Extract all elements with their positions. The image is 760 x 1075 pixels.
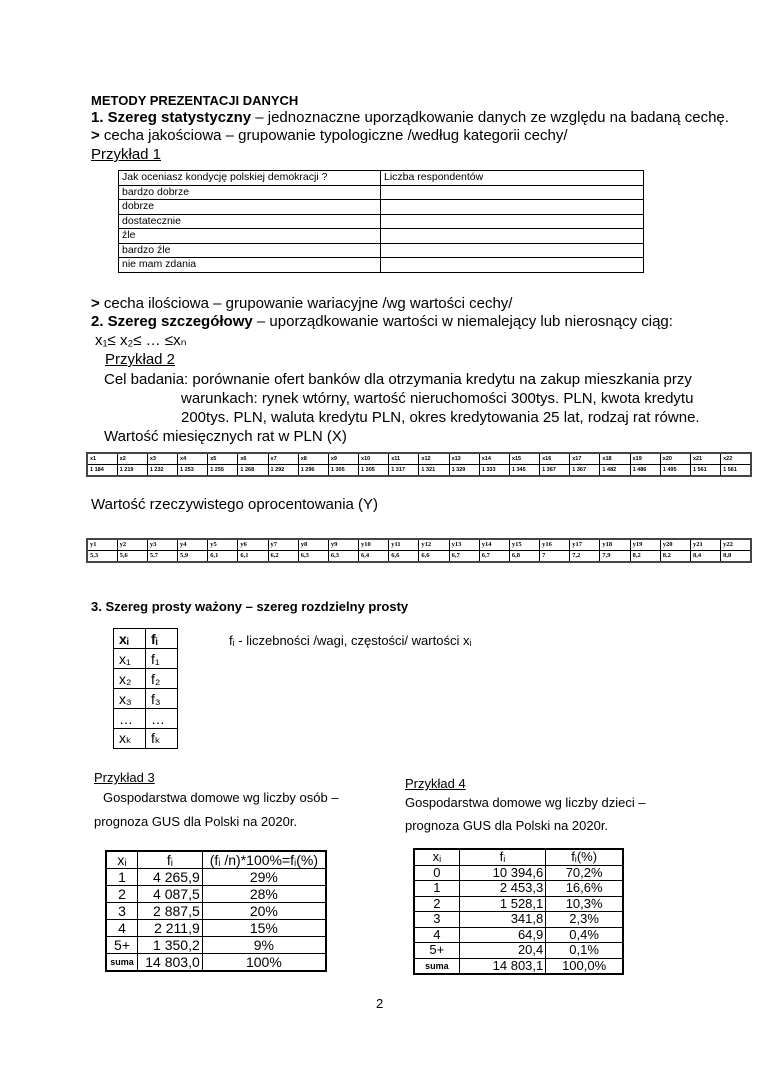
table-header: y9 <box>328 539 358 551</box>
value-cell: 6,3 <box>298 551 328 563</box>
value-cell: 3 <box>414 912 459 928</box>
table-header: x21 <box>690 453 720 465</box>
section-2-line <box>91 313 673 331</box>
table-row <box>414 943 623 959</box>
value-cell: 1 561 <box>721 465 751 477</box>
value-cell: suma <box>106 954 138 972</box>
section-1-line <box>91 109 729 127</box>
bullet-mark: > <box>91 127 100 144</box>
table-header: y5 <box>208 539 238 551</box>
count-cell: 14 803,0 <box>138 954 203 972</box>
value-cell: 6,1 <box>208 551 238 563</box>
value-cell: 1 333 <box>479 465 509 477</box>
table-row <box>119 258 644 273</box>
quantitative-line <box>91 295 512 313</box>
table-header: xᵢ <box>414 849 459 865</box>
table-header: y7 <box>268 539 298 551</box>
table-row <box>106 920 326 937</box>
section-3-table <box>113 628 178 749</box>
frequency-cell: fₖ <box>146 729 178 749</box>
value-cell: 1 367 <box>540 465 570 477</box>
count-cell: 64,9 <box>459 927 546 943</box>
category-cell: nie mam zdania <box>119 258 381 273</box>
table-header: y13 <box>449 539 479 551</box>
table-row <box>106 937 326 954</box>
table-row <box>106 851 326 869</box>
count-cell: 14 803,1 <box>459 958 546 974</box>
table-header: y10 <box>359 539 389 551</box>
table-header: x13 <box>449 453 479 465</box>
count-cell <box>381 229 644 244</box>
table-row <box>114 729 178 749</box>
section-2-formula: x₁≤ x₂≤ … ≤xₙ <box>95 332 187 349</box>
value-cell: 0 <box>414 865 459 881</box>
table-header: Liczba respondentów <box>381 171 644 186</box>
table-row <box>114 689 178 709</box>
example-3-line: prognoza GUS dla Polski na 2020r. <box>94 814 298 829</box>
table-header: y20 <box>660 539 690 551</box>
value-cell: 5,9 <box>178 551 208 563</box>
percent-cell: 2,3% <box>546 912 623 928</box>
page-title: METODY PREZENTACJI DANYCH <box>91 93 299 108</box>
table-header: y8 <box>298 539 328 551</box>
value-cell: 1 367 <box>570 465 600 477</box>
table-row <box>119 171 644 186</box>
table-header: y21 <box>690 539 720 551</box>
value-cell: 6,8 <box>509 551 539 563</box>
table-header: x3 <box>147 453 177 465</box>
value-cell: 1 486 <box>630 465 660 477</box>
value-cell: 5+ <box>414 943 459 959</box>
count-cell <box>381 200 644 215</box>
table-header: y19 <box>630 539 660 551</box>
table-row <box>87 539 751 551</box>
section-2-text: – uporządkowanie wartości w niemalejący lub nierosnący ciąg: <box>252 313 673 330</box>
count-cell <box>381 258 644 273</box>
value-cell: xₖ <box>114 729 146 749</box>
example-1-table <box>118 170 644 273</box>
section-3-description: fᵢ - liczebności /wagi, częstości/ wartości xᵢ <box>229 633 472 648</box>
value-cell: 1 184 <box>87 465 117 477</box>
table-header: x7 <box>268 453 298 465</box>
value-cell: 1 296 <box>298 465 328 477</box>
table-header: x1 <box>87 453 117 465</box>
value-cell: 1 345 <box>509 465 539 477</box>
value-cell: suma <box>414 958 459 974</box>
value-cell: xᵢ <box>114 629 146 649</box>
value-cell: 1 219 <box>117 465 147 477</box>
value-cell: 5+ <box>106 937 138 954</box>
value-cell: 6,7 <box>479 551 509 563</box>
percent-cell: 9% <box>202 937 326 954</box>
table-row <box>119 214 644 229</box>
value-cell: 1 268 <box>238 465 268 477</box>
value-cell: 6,2 <box>268 551 298 563</box>
table-row <box>114 629 178 649</box>
table-row <box>114 649 178 669</box>
qualitative-line <box>91 127 568 145</box>
table-header: fᵢ <box>138 851 203 869</box>
percent-cell: 100,0% <box>546 958 623 974</box>
value-cell: 6,3 <box>328 551 358 563</box>
y-values-table <box>86 538 752 563</box>
count-cell: 10 394,6 <box>459 865 546 881</box>
table-row <box>414 896 623 912</box>
table-row <box>119 243 644 258</box>
table-header: Jak oceniasz kondycję polskiej demokracji ? <box>119 171 381 186</box>
example-3-line: Gospodarstwa domowe wg liczby osób – <box>103 790 339 805</box>
qualitative-text: cecha jakościowa – grupowanie typologiczne /według kategorii cechy/ <box>99 127 568 144</box>
count-cell: 341,8 <box>459 912 546 928</box>
table-header: x5 <box>208 453 238 465</box>
x-values-table <box>86 452 752 477</box>
count-cell: 2 887,5 <box>138 903 203 920</box>
table-row <box>106 869 326 886</box>
table-header: y17 <box>570 539 600 551</box>
y-caption: Wartość rzeczywistego oprocentowania (Y) <box>91 496 379 513</box>
value-cell: 6,6 <box>419 551 449 563</box>
table-header: fᵢ <box>459 849 546 865</box>
value-cell: 2 <box>106 886 138 903</box>
table-header: y6 <box>238 539 268 551</box>
category-cell: źle <box>119 229 381 244</box>
count-cell <box>381 214 644 229</box>
table-row <box>114 669 178 689</box>
table-row <box>414 927 623 943</box>
table-header: x10 <box>359 453 389 465</box>
count-cell: 20,4 <box>459 943 546 959</box>
table-row <box>414 958 623 974</box>
count-cell: 1 528,1 <box>459 896 546 912</box>
table-header: x14 <box>479 453 509 465</box>
percent-cell: 70,2% <box>546 865 623 881</box>
percent-cell: 29% <box>202 869 326 886</box>
value-cell: 7,2 <box>570 551 600 563</box>
value-cell: 8,2 <box>660 551 690 563</box>
value-cell: x₂ <box>114 669 146 689</box>
table-header: x18 <box>600 453 630 465</box>
table-header: y18 <box>600 539 630 551</box>
value-cell: 1 495 <box>660 465 690 477</box>
value-cell: 6,4 <box>359 551 389 563</box>
table-header: x22 <box>721 453 751 465</box>
value-cell: 1 561 <box>690 465 720 477</box>
section-3-heading: 3. Szereg prosty ważony – szereg rozdzielny prosty <box>91 599 409 614</box>
table-header: x6 <box>238 453 268 465</box>
percent-cell: 15% <box>202 920 326 937</box>
example-3-label: Przykład 3 <box>94 770 155 785</box>
frequency-cell: f₁ <box>146 649 178 669</box>
table-row <box>87 453 751 465</box>
value-cell: 1 482 <box>600 465 630 477</box>
section-2-heading: 2. Szereg szczegółowy <box>91 313 253 330</box>
frequency-cell: … <box>146 709 178 729</box>
value-cell: 6,6 <box>389 551 419 563</box>
table-row <box>106 903 326 920</box>
percent-cell: 100% <box>202 954 326 972</box>
table-header: y12 <box>419 539 449 551</box>
table-header: x9 <box>328 453 358 465</box>
table-row <box>106 886 326 903</box>
value-cell: 7 <box>540 551 570 563</box>
table-header: x11 <box>389 453 419 465</box>
count-cell: 2 211,9 <box>138 920 203 937</box>
value-cell: 8,4 <box>690 551 720 563</box>
count-cell: 4 087,5 <box>138 886 203 903</box>
value-cell: 5,6 <box>117 551 147 563</box>
category-cell: bardzo źle <box>119 243 381 258</box>
count-cell: 2 453,3 <box>459 881 546 897</box>
table-header: y14 <box>479 539 509 551</box>
table-header: x20 <box>660 453 690 465</box>
x-caption: Wartość miesięcznych rat w PLN (X) <box>104 428 347 445</box>
value-cell: 2 <box>414 896 459 912</box>
table-row <box>414 849 623 865</box>
section-1-heading: 1. Szereg statystyczny <box>91 109 252 126</box>
value-cell: 8,2 <box>630 551 660 563</box>
value-cell: 1 329 <box>449 465 479 477</box>
count-cell: 1 350,2 <box>138 937 203 954</box>
percent-cell: 28% <box>202 886 326 903</box>
table-header: x16 <box>540 453 570 465</box>
table-header: (fᵢ /n)*100%=fᵢ(%) <box>202 851 326 869</box>
table-header: x17 <box>570 453 600 465</box>
table-header: y15 <box>509 539 539 551</box>
value-cell: x₁ <box>114 649 146 669</box>
table-header: x19 <box>630 453 660 465</box>
bullet-mark: > <box>91 295 100 312</box>
frequency-cell: f₂ <box>146 669 178 689</box>
value-cell: 1 253 <box>178 465 208 477</box>
example-4-label: Przykład 4 <box>405 776 466 791</box>
example-2-goal-line: Cel badania: porównanie ofert banków dla otrzymania kredytu na zakup mieszkania przy <box>104 371 692 388</box>
value-cell: x₃ <box>114 689 146 709</box>
table-header: x2 <box>117 453 147 465</box>
table-row <box>414 865 623 881</box>
table-header: y3 <box>147 539 177 551</box>
percent-cell: 10,3% <box>546 896 623 912</box>
value-cell: 8,8 <box>721 551 751 563</box>
percent-cell: 20% <box>202 903 326 920</box>
table-row <box>119 200 644 215</box>
value-cell: 5,7 <box>147 551 177 563</box>
table-header: x8 <box>298 453 328 465</box>
value-cell: 1 305 <box>359 465 389 477</box>
example-4-table <box>413 848 624 975</box>
value-cell: 1 <box>106 869 138 886</box>
value-cell: 1 317 <box>389 465 419 477</box>
quantitative-text: cecha ilościowa – grupowanie wariacyjne /wg wartości cechy/ <box>99 295 513 312</box>
percent-cell: 16,6% <box>546 881 623 897</box>
page-number: 2 <box>376 996 384 1011</box>
example-2-label: Przykład 2 <box>105 351 176 368</box>
category-cell: dostatecznie <box>119 214 381 229</box>
table-header: y11 <box>389 539 419 551</box>
table-header: y16 <box>540 539 570 551</box>
table-header: y1 <box>87 539 117 551</box>
value-cell: 1 292 <box>268 465 298 477</box>
value-cell: 6,7 <box>449 551 479 563</box>
frequency-cell: f₃ <box>146 689 178 709</box>
table-header: xᵢ <box>106 851 138 869</box>
value-cell: … <box>114 709 146 729</box>
value-cell: 1 232 <box>147 465 177 477</box>
table-row <box>414 912 623 928</box>
table-row <box>106 954 326 972</box>
table-header: x4 <box>178 453 208 465</box>
value-cell: 1 321 <box>419 465 449 477</box>
example-4-line: prognoza GUS dla Polski na 2020r. <box>405 818 609 833</box>
example-2-goal-line: 200tys. PLN, waluta kredytu PLN, okres kredytowania 25 lat, rodzaj rat równe. <box>181 409 700 426</box>
value-cell: 7,9 <box>600 551 630 563</box>
count-cell <box>381 243 644 258</box>
value-cell: 4 <box>106 920 138 937</box>
frequency-cell: fᵢ <box>146 629 178 649</box>
table-header: y2 <box>117 539 147 551</box>
example-3-table <box>105 850 327 972</box>
value-cell: 1 255 <box>208 465 238 477</box>
value-cell: 3 <box>106 903 138 920</box>
percent-cell: 0,1% <box>546 943 623 959</box>
count-cell <box>381 185 644 200</box>
table-row <box>87 465 751 477</box>
count-cell: 4 265,9 <box>138 869 203 886</box>
example-1-label: Przykład 1 <box>91 146 162 163</box>
percent-cell: 0,4% <box>546 927 623 943</box>
value-cell: 1 <box>414 881 459 897</box>
value-cell: 6,1 <box>238 551 268 563</box>
table-header: y22 <box>721 539 751 551</box>
example-2-goal-line: warunkach: rynek wtórny, wartość nieruchomości 300tys. PLN, kwota kredytu <box>181 390 694 407</box>
value-cell: 5,3 <box>87 551 117 563</box>
category-cell: dobrze <box>119 200 381 215</box>
table-header: x15 <box>509 453 539 465</box>
example-4-line: Gospodarstwa domowe wg liczby dzieci – <box>405 795 646 810</box>
category-cell: bardzo dobrze <box>119 185 381 200</box>
table-header: fᵢ(%) <box>546 849 623 865</box>
table-row <box>414 881 623 897</box>
value-cell: 1 305 <box>328 465 358 477</box>
value-cell: 4 <box>414 927 459 943</box>
table-header: y4 <box>178 539 208 551</box>
table-row <box>119 229 644 244</box>
table-row <box>87 551 751 563</box>
section-1-text: – jednoznaczne uporządkowanie danych ze względu na badaną cechę. <box>251 109 729 126</box>
table-header: x12 <box>419 453 449 465</box>
table-row <box>119 185 644 200</box>
table-row <box>114 709 178 729</box>
